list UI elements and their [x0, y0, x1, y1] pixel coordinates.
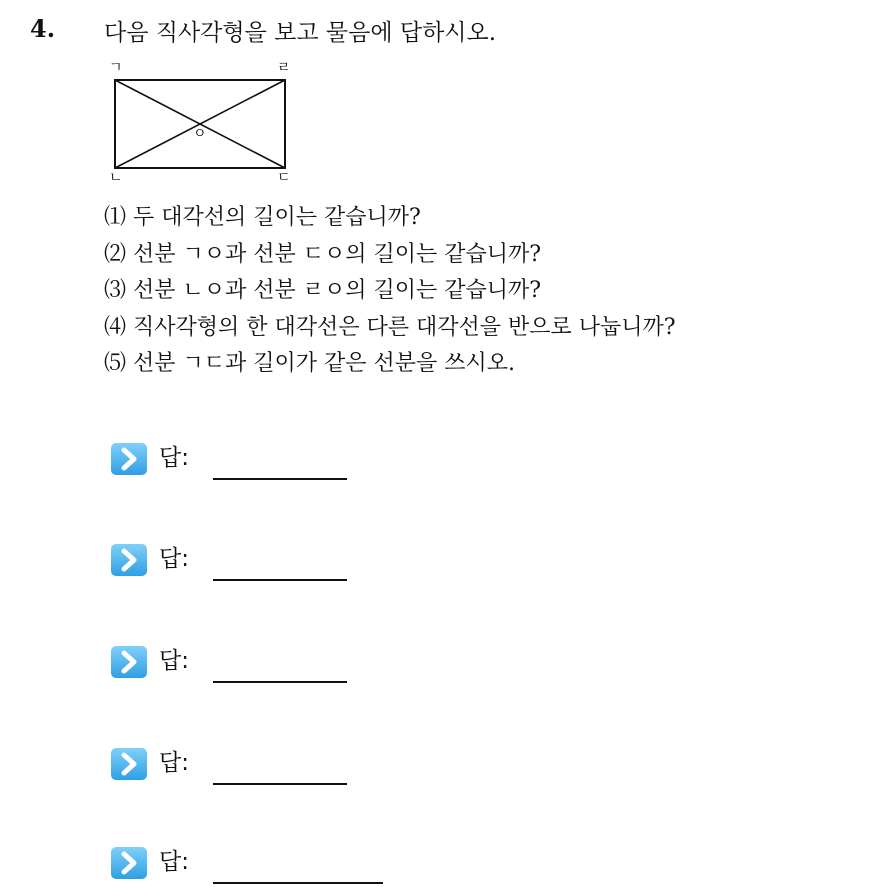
question-number: 4. — [30, 14, 56, 43]
vertex-label-top-right: ㄹ — [277, 60, 291, 76]
chevron-right-icon — [110, 846, 148, 880]
answer-label: 답: — [159, 445, 189, 471]
subquestion-list — [104, 200, 676, 383]
rectangle-figure — [100, 58, 300, 188]
answer-blank-3[interactable] — [213, 681, 347, 683]
answer-label: 답: — [159, 648, 189, 674]
chevron-right-icon — [110, 645, 148, 679]
answer-blank-4[interactable] — [213, 783, 347, 785]
answer-blank-2[interactable] — [213, 579, 347, 581]
subquestion-2: ⑵ 선분 ㄱㅇ과 선분 ㄷㅇ의 길이는 같습니까? — [104, 241, 542, 267]
subquestion-5: ⑸ 선분 ㄱㄷ과 길이가 같은 선분을 쓰시오. — [104, 351, 515, 376]
subquestion-4: ⑷ 직사각형의 한 대각선은 다른 대각선을 반으로 나눕니까? — [104, 314, 676, 340]
answer-label: 답: — [159, 849, 189, 875]
answer-label: 답: — [159, 546, 189, 572]
vertex-label-bottom-right: ㄷ — [277, 170, 291, 186]
rectangle-diagram — [100, 58, 300, 188]
vertex-label-top-left: ㄱ — [109, 60, 123, 76]
question-prompt: 다음 직사각형을 보고 물음에 답하시오. — [104, 20, 497, 46]
chevron-right-icon — [110, 442, 148, 476]
vertex-label-bottom-left: ㄴ — [109, 170, 123, 186]
chevron-right-icon — [110, 747, 148, 781]
answer-label: 답: — [159, 750, 189, 776]
chevron-right-icon — [110, 543, 148, 577]
answer-blank-1[interactable] — [213, 478, 347, 480]
center-label: ㅇ — [193, 126, 207, 142]
subquestion-3: ⑶ 선분 ㄴㅇ과 선분 ㄹㅇ의 길이는 같습니까? — [104, 278, 542, 303]
subquestion-1: ⑴ 두 대각선의 길이는 같습니까? — [104, 205, 421, 230]
answer-blank-5[interactable] — [213, 882, 383, 884]
